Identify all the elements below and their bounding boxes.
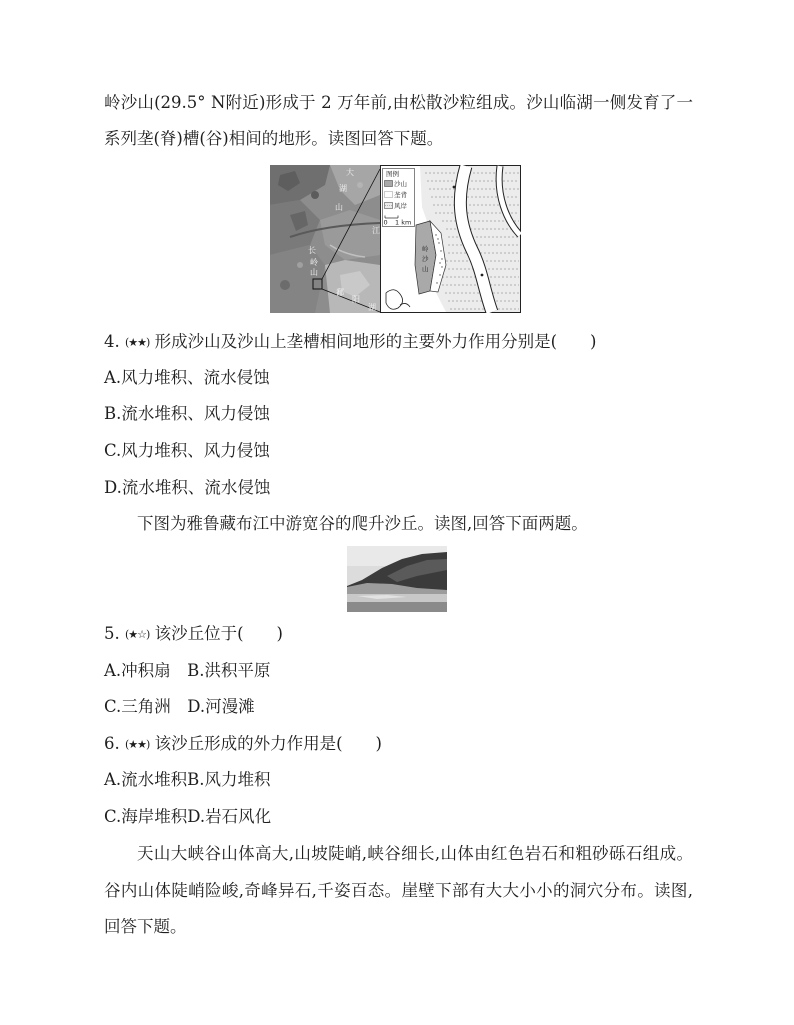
figure2-dune-photo (347, 546, 447, 612)
sand-mountain-label: 岭 (422, 245, 429, 253)
figure1-satellite-map (270, 165, 521, 313)
satellite-label: 长 (308, 246, 316, 255)
passage3-line2: 谷内山体陡峭险峻,奇峰异石,千姿百态。崖壁下部有大大小小的洞穴分布。读图, (104, 881, 693, 900)
satellite-label: 山 (310, 268, 318, 277)
options-cd: C.海岸堆积D.岩石风化 (104, 807, 272, 826)
detail-map (381, 166, 521, 313)
legend-item: 风岸 (394, 202, 407, 210)
option-c: C.风力堆积、风力侵蚀 (104, 441, 270, 460)
scale-unit: 1 km (395, 218, 412, 227)
question-6 (104, 734, 382, 755)
options-cd: C.三角洲 D.河漫滩 (104, 697, 255, 716)
intro-paragraph: 下图为雅鲁藏布江中游宽谷的爬升沙丘。读图,回答下面两题。 (137, 514, 588, 533)
legend-item: 沙山 (394, 180, 407, 188)
question-stem: 形成沙山及沙山上垄槽相间地形的主要外力作用分别是( ) (154, 332, 597, 351)
satellite-label: 湖 (339, 184, 347, 193)
option-a: A.风力堆积、流水侵蚀 (104, 368, 270, 387)
sand-mountain-label: 沙 (422, 255, 429, 263)
satellite-label: 阳 (352, 295, 360, 304)
passage1-line2: 系列垄(脊)槽(谷)相间的地形。读图回答下题。 (104, 129, 444, 148)
sand-mountain-label: 山 (422, 265, 429, 273)
question-stem: 该沙丘位于( ) (154, 624, 283, 643)
satellite-label: 江 (372, 226, 380, 235)
question-number: 5. (104, 624, 120, 643)
question-number: 4. (104, 332, 120, 351)
question-4 (104, 332, 596, 353)
satellite-label: 岭 (310, 258, 318, 267)
passage3-line3: 回答下题。 (104, 917, 187, 936)
legend-item: 垄背 (394, 191, 407, 199)
difficulty-stars-icon: (★★) (125, 336, 150, 349)
question-number: 6. (104, 734, 120, 753)
question-5 (104, 624, 283, 645)
question-stem: 该沙丘形成的外力作用是( ) (154, 734, 382, 753)
options-ab: A.冲积扇 B.洪积平原 (104, 661, 271, 680)
satellite-label: 山 (335, 203, 343, 212)
satellite-label: 湖 (368, 303, 376, 312)
legend-title: 图例 (386, 170, 399, 178)
satellite-label: 大 (346, 168, 354, 177)
difficulty-stars-icon: (★☆) (125, 628, 150, 641)
map-legend (383, 169, 415, 227)
passage3-line1: 天山大峡谷山体高大,山坡陡峭,峡谷细长,山体由红色岩石和粗砂砾石组成。 (137, 844, 693, 863)
satellite-image (270, 165, 380, 313)
options-ab: A.流水堆积B.风力堆积 (104, 770, 271, 789)
passage1-line1: 岭沙山(29.5° N附近)形成于 2 万年前,由松散沙粒组成。沙山临湖一侧发育了一 (104, 93, 693, 112)
difficulty-stars-icon: (★★) (125, 738, 150, 751)
satellite-label: 鄱 (336, 288, 344, 297)
option-d: D.流水堆积、流水侵蚀 (104, 478, 271, 497)
scale-zero: 0 (383, 218, 388, 227)
option-b: B.流水堆积、风力侵蚀 (104, 404, 270, 423)
